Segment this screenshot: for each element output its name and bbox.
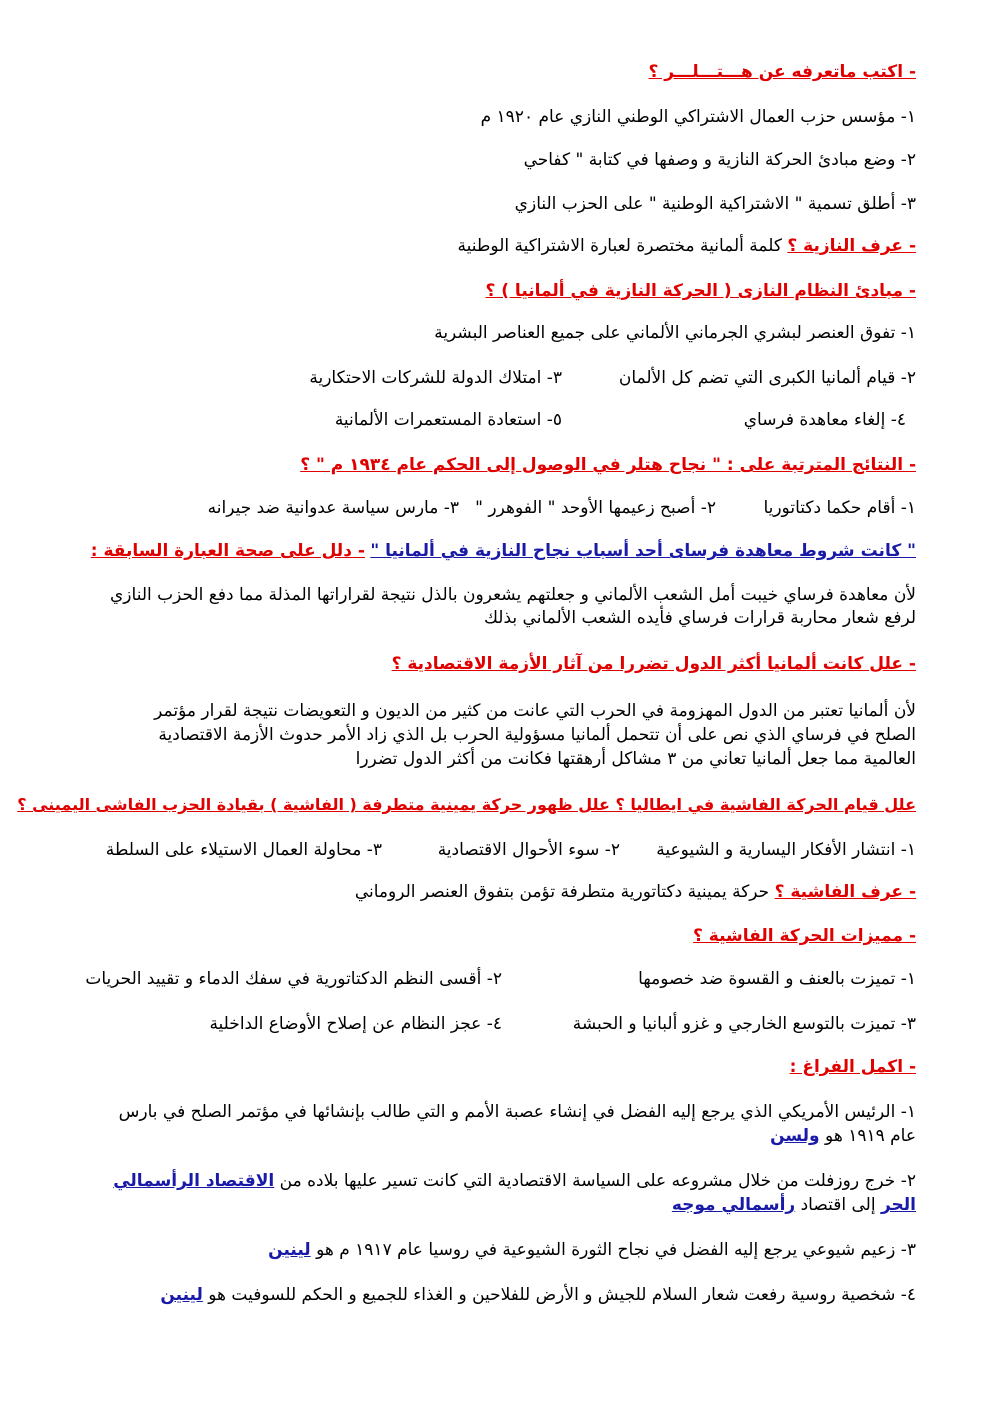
fascism-feature-1: ١- تميزت بالعنف و القسوة ضد خصومها [638,969,916,989]
versailles-prompt: - دلل على صحة العبارة السابقة : [90,541,365,561]
blank-2-answer-1a: الاقتصاد الرأسمالي [113,1171,275,1191]
nazi-principle-3: ٣- امتلاك الدولة للشركات الاحتكارية [309,368,562,388]
economic-crisis-title: - علل كانت ألمانيا أكثر الدول تضررا من آثار الأزمة الاقتصادية ؟ [391,654,916,674]
economic-crisis-line-1: لأن ألمانيا تعتبر من الدول المهزومة في الحرب التي عانت من كثير من الديون و التعويضات نتيجة لقرار مؤتمر [154,701,916,721]
fascism-feature-3: ٣- تميزت بالتوسع الخارجي و غزو ألبانيا و الحبشة [572,1014,916,1034]
versailles-answer-line-1: لأن معاهدة فرساي خيبت أمل الشعب الألماني و جعلتهم يشعرون بالذل نتيجة لقراراتها المذلة مما دفع الحزب النازي [110,585,916,605]
nazi-principle-1: ١- تفوق العنصر لبشري الجرماني الألماني على جميع العناصر البشرية [434,323,916,343]
fill-blanks-title: - اكمل الفراغ : [789,1057,916,1077]
blank-1-line-1: ١- الرئيس الأمريكي الذي يرجع إليه الفضل في إنشاء عصبة الأمم و التي طالب بإنشائها في مؤتمر الصلح في بارس [118,1102,916,1122]
fascism-definition-title: - عرف الفاشية ؟ [774,882,916,902]
fascism-features-title: - مميزات الحركة الفاشية ؟ [693,926,916,946]
blank-2-line-2 [672,1193,916,1217]
blank-2-line-1 [113,1169,916,1193]
economic-crisis-line-2: الصلح في فرساي الذي نص على أن تتحمل ألمانيا مسؤولية الحرب بل الذي زاد الأمر حدوث الأزمة الاقتصادية [158,725,916,745]
hitler-item-1: ١- مؤسس حزب العمال الاشتراكي الوطني النازي عام ١٩٢٠ م [480,107,916,127]
hitler-question-title: - اكتب ماتعرفه عن هـــتـــلـــر ؟ [648,62,916,82]
versailles-answer-line-2: لرفع شعار محاربة قرارات فرساي فأيده الشعب الألماني بذلك [483,608,916,628]
fascism-definition-answer: حركة يمينية دكتاتورية متطرفة تؤمن بتفوق العنصر الروماني [354,882,770,902]
blank-4-text: ٤- شخصية روسية رفعت شعار السلام للجيش و الأرض للفلاحين و الغذاء للجميع و الحكم للسوفيت هو [208,1285,916,1305]
fascism-cause-3: ٣- محاولة العمال الاستيلاء على السلطة [105,840,382,860]
blank-2-middle: إلى اقتصاد [800,1195,876,1215]
fascism-rise-title: علل قيام الحركة الفاشية في ايطاليا ؟ علل ظهور حركة يمينية متطرفة ( الفاشية ) بقيادة الحزب الفاشى اليمينى ؟ [17,795,916,814]
blank-2-prefix: ٢- خرج روزفلت من خلال مشروعه على السياسة الاقتصادية التي كانت تسير عليها بلاده من [279,1171,916,1191]
blank-3 [268,1238,916,1262]
versailles-question [91,539,916,563]
nazism-definition-title: - عرف النازية ؟ [787,236,916,256]
blank-4 [160,1283,916,1307]
hitler-result-1: ١- أقام حكما دكتاتوريا [763,498,916,518]
hitler-results-title: - النتائج المترتبة على : " نجاح هتلر في الوصول إلى الحكم عام ١٩٣٤ م " ؟ [300,455,916,475]
hitler-result-2: ٢- أصبح زعيمها الأوحد " الفوهرر " [475,498,716,518]
nazi-principle-5: ٥- استعادة المستعمرات الألمانية [334,410,562,430]
nazi-principles-title: - مبادئ النظام النازى ( الحركة النازية في ألمانيا ) ؟ [485,281,916,301]
hitler-result-3: ٣- مارس سياسة عدوانية ضد جيرانه [207,498,459,518]
nazism-definition [458,234,916,258]
blank-2-answer-2: رأسمالي موجه [671,1195,796,1215]
economic-crisis-line-3: العالمية مما جعل ألمانيا تعاني من ٣ مشاكل أرهقتها فكانت من أكثر الدول تضررا [355,749,916,769]
hitler-item-3: ٣- أطلق تسمية " الاشتراكية الوطنية " على الحزب النازي [514,194,916,214]
blank-2-answer-1b: الحر [880,1195,916,1215]
blank-1-line-2 [770,1124,916,1148]
fascism-feature-4: ٤- عجز النظام عن إصلاح الأوضاع الداخلية [209,1014,502,1034]
blank-1-prefix: عام ١٩١٩ هو [825,1126,916,1146]
blank-4-answer: لينين [160,1285,203,1305]
fascism-cause-2: ٢- سوء الأحوال الاقتصادية [437,840,620,860]
fascism-cause-1: ١- انتشار الأفكار اليسارية و الشيوعية [656,840,916,860]
hitler-item-2: ٢- وضع مبادئ الحركة النازية و وصفها في كتابة " كفاحي [523,150,916,170]
fascism-definition [355,880,916,904]
versailles-statement: " كانت شروط معاهدة فرساى أحد أسباب نجاح النازية في ألمانيا " [370,541,916,561]
blank-1-answer: ولسن [770,1126,820,1146]
blank-3-text: ٣- زعيم شيوعي يرجع إليه الفضل في نجاح الثورة الشيوعية في روسيا عام ١٩١٧ م هو [316,1240,916,1260]
nazi-principle-4: ٤- إلغاء معاهدة فرساي [743,410,906,430]
blank-3-answer: لينين [268,1240,311,1260]
nazi-principle-2: ٢- قيام ألمانيا الكبرى التي تضم كل الألمان [618,368,916,388]
nazism-definition-answer: كلمة ألمانية مختصرة لعبارة الاشتراكية الوطنية [457,236,782,256]
fascism-feature-2: ٢- أقسى النظم الدكتاتورية في سفك الدماء و تقييد الحريات [85,969,502,989]
